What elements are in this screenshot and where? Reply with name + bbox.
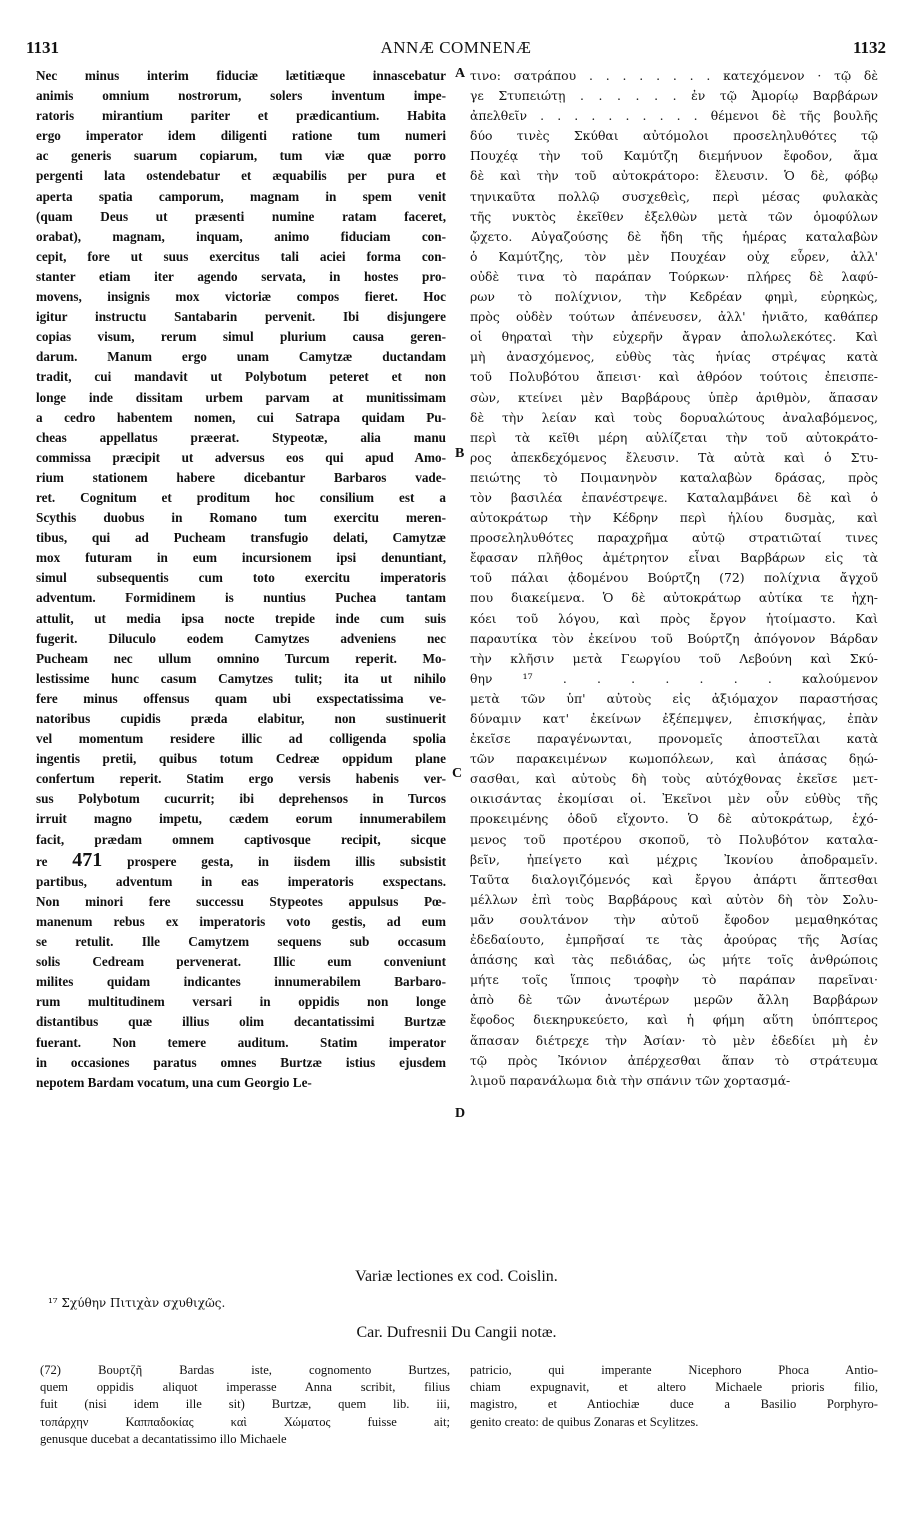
page-marker-471: 471 [72, 849, 103, 871]
latin-text-line: rum multitudinem versari in oppidis non longe [36, 994, 446, 1010]
latin-text-line: ingentis pretii, quibus totum Cedreæ oppidum plane [36, 751, 446, 767]
greek-text-line: μήτε τοῖς ἵπποις τροφὴν τὸ παράπαν παρεῖναι· [470, 972, 878, 988]
greek-text-line: ἁπάσης καὶ τὰς πεδιάδας, ὡς μήτε τοῖς ἀνθρώποις [470, 952, 878, 968]
latin-text-line: stanter etiam iter agendo servata, in hostes pro- [36, 268, 446, 284]
latin-text-line: adventum. Formidinem is nuntius Puchea tantam [36, 590, 446, 606]
latin-text-line: se retulit. Ille Camytzem sequens sub occasum [36, 934, 446, 950]
section-marker-a: A [455, 66, 466, 81]
greek-text-line: ρων τὸ πολίχνιον, τὴν Κεδρέαν φημὶ, εὑρηκὼς, [470, 289, 878, 305]
latin-text-line: confertum reperit. Statim ergo versis habenis ver- [36, 771, 446, 787]
latin-text-line: rium stationem habere dicebantur Barbaros vade- [36, 469, 446, 485]
greek-text-line: ᾤχετο. Αὐγαζούσης δὲ ἤδη τῆς ἡμέρας καταλαβὼν [470, 228, 878, 244]
greek-text-line: προσεληλυθότες παραχρῆμα αὐτῷ στρατιῶταί τινες [470, 530, 878, 546]
section-marker-c: C [452, 766, 463, 781]
latin-text-line: fere minus offensus quam ubi exspectatissima ve- [36, 690, 446, 706]
latin-column [36, 66, 446, 1093]
latin-text-line: irruit magno impetu, cædem eorum innumerabilem [36, 811, 446, 827]
greek-text-line: μετὰ τῶν ὑπ' αὐτοὺς εἰς ἀξιόμαχον παραστήσας [470, 690, 878, 706]
greek-text-line: τῆς νυκτὸς ἐκεῖθεν ἐξελθὼν μετὰ τῶν ὁμοφύλων [470, 208, 878, 224]
greek-text-line: μενος τοῦ προτέρου σκοποῦ, τὸ Πολυβότον καταλα- [470, 831, 878, 847]
greek-text-line: μέλλων ἐπὶ τοὺς Βαρβάρους καὶ αὐτὸν δὴ τὸν Σολυ- [470, 891, 878, 907]
latin-text-line: fuerant. Non temere auditum. Statim imperator [36, 1034, 446, 1050]
latin-text-line: mox futuram in eum incursionem ipsi denuntiant, [36, 550, 446, 566]
greek-text-line: οὐδὲ τινα τὸ παράπαν Τούρκων· πλήρες δὲ λαφύ- [470, 268, 878, 284]
latin-text-line: re 471 prospere gesta, in iisdem illis subsistit [36, 849, 446, 871]
greek-text-line: γε Στυπειώτῃ . . . . . . ἐν τῷ Ἀμορίῳ Βαρβάρων [470, 88, 878, 104]
greek-text-line: οἱ θηραταὶ τὴν εὐχερῆν ἄγραν ἀπολωλεκότες. Καὶ [470, 329, 878, 345]
variae-lectiones-title: Variæ lectiones ex cod. Coislin. [355, 1268, 558, 1285]
latin-text-line: movens, insignis mox victoriæ compos fieret. Hoc [36, 289, 446, 305]
greek-text-line: τὴν κλῆσιν μετὰ Γεωργίου τοῦ Λεβούνη καὶ Σκύ- [470, 650, 878, 666]
greek-text-line: πρὸς οὐδὲν τούτων ἀπένευσεν, ἀλλ' ἠνιᾶτο, καθάπερ [470, 309, 878, 325]
greek-text-line: πειώτης τὸ Ποιμανηνὸν καταλαβὼν δράσας, πρὸς [470, 469, 878, 485]
latin-text-line: aperta spatia camporum, magnam in spem venit [36, 188, 446, 204]
greek-text-line: οικισάντας ἐκομίσαι οἱ. Ἐκεῖνοι μὲν οὖν εὐθὺς τῆς [470, 791, 878, 807]
latin-text-line: manenum rebus ex imperatoris voto gestis, ad eum [36, 913, 446, 929]
note-text-line: magistro, et Antiochiæ duce a Basilio Porphyro- [470, 1397, 878, 1412]
greek-text-line: αὐτοκράτωρ τὴν Κέδρην περὶ ἡλίου δυσμὰς, καὶ [470, 510, 878, 526]
latin-text-line: (quam Deus ut præsenti numine ratam faceret, [36, 208, 446, 224]
variant-note: ¹⁷ Σχύθην Πιτιχὰν σχυθιχῶς. [48, 1296, 226, 1310]
greek-text-line: παραυτίκα τὸν ἐκείνου τοῦ Βούρτζη ἀπόγονον Βάρδαν [470, 630, 878, 646]
greek-text-line: δύο τινὲς Σκύθαι αὐτόμολοι προσεληλυθότες τῷ [470, 128, 878, 144]
greek-text-line: ρος ἀπεκδεχόμενος ἔλευσιν. Τὰ αὐτὰ καὶ ὁ Στυ- [470, 449, 878, 465]
notes-left-column [40, 1362, 450, 1448]
section-marker-d: D [455, 1106, 466, 1121]
greek-text-line: θην ¹⁷ . . . . . . . καλούμενον [470, 670, 878, 686]
latin-text-line: natoribus cupidis præda elabitur, non sustinuerit [36, 711, 446, 726]
greek-text-line: τινο: σατράπου . . . . . . . . κατεχόμενον · τῷ δὲ [470, 68, 878, 83]
note-text-line: fuit (nisi idem ille sit) Burtzæ, quem lib. iii, [40, 1397, 450, 1412]
latin-text-line: ratoris mirantium pariter et prædicantium. Habita [36, 108, 446, 124]
latin-text-line: sus Polybotum cucurrit; ibi deprehensos in Turcos [36, 791, 446, 807]
latin-text-line: animis omnium nostrorum, solers inventum impe- [36, 88, 446, 104]
greek-text-line: Πουχέᾳ τὴν τοῦ Καμύτζη διεμήνυον ἔφοδον, ἅμα [470, 148, 878, 164]
latin-text-line: tradit, cui mandavit ut Polybotum peteret et non [36, 369, 446, 385]
latin-text-line: Nec minus interim fiduciæ lætitiæque innascebatur [36, 68, 446, 83]
greek-text-line: βεῖν, ἠπείγετο καὶ μέχρις Ἰκονίου ἀποδραμεῖν. [470, 851, 878, 867]
latin-text-line: igitur instructu Santabarin pervenit. Ibi disjungere [36, 309, 446, 325]
greek-column [470, 66, 878, 1091]
note-text-line: τοπάρχην Καππαδοκίας καὶ Χώματος fuisse ait; [40, 1414, 450, 1429]
greek-text-line: ὁ Καμύτζης, τὸν μὲν Πουχέαν οὐχ εὗρεν, ἀλλ' [470, 248, 878, 264]
latin-text-line: ac generis suarum copiarum, tum viæ quæ porro [36, 148, 446, 164]
greek-text-line: κόει τοῦ λόγου, καὶ πρὸς ἔργον ἡτοίμαστο. Καὶ [470, 610, 878, 626]
notes-right-column [470, 1362, 878, 1431]
note-text-line: patricio, qui imperante Nicephoro Phoca Antio- [470, 1363, 878, 1377]
latin-text-line: Scythis duobus in Romano tum exercitu meren- [36, 510, 446, 526]
latin-text-line: cepit, fore ut suus exercitus tali aciei forma con- [36, 248, 446, 264]
greek-text-line: ἔφασαν πλῆθος ἀμέτρητον εἶναι Βαρβάρων εἰς τὰ [470, 550, 878, 566]
latin-text-line: Non minori fere successu Stypeotes appulsus Pœ- [36, 893, 446, 909]
notae-title: Car. Dufresnii Du Cangii notæ. [356, 1324, 557, 1341]
greek-text-line: ἀπελθεῖν . . . . . . . . . . θέμενοι δὲ τῆς βουλῆς [470, 108, 878, 124]
latin-text-line: ret. Cognitum et proditum hoc consilium est a [36, 489, 446, 505]
latin-text-line: simul subsequentis cum toto exercitu imperatoris [36, 570, 446, 586]
greek-text-line: ἔφοδος διεκηρυκεύετο, καὶ ἡ φήμη αὕτη ὑπόπτερος [470, 1012, 878, 1028]
latin-text-line: lestissime hunc casum Camytzes tulit; ita ut nihilo [36, 670, 446, 686]
greek-text-line: δὲ καὶ τὴν τοῦ αὐτοκράτορο: ἔλευσιν. Ὁ δὲ, φόβῳ [470, 168, 878, 184]
latin-text-line: attulit, ut media ipsa nocte trepide inde cum suis [36, 610, 446, 626]
running-header [22, 36, 890, 66]
note-text-line: quem oppidis aliquot imperasse Anna scribit, filius [40, 1380, 450, 1395]
greek-text-line: δὲ τὴν λείαν καὶ τοὺς δορυαλώτους ἀναλαβόμενος, [470, 409, 878, 425]
latin-text-line: distantibus quæ illius olim decantatissimi Burtzæ [36, 1014, 446, 1030]
greek-text-line: περὶ τὰ κεῖθι μέρη αὐλίζεται τὴν τοῦ αὐτοκράτο- [470, 429, 878, 445]
greek-text-line: δύναμιν κατ' ἐκείνων ἐξέπεμψεν, ἐπισκήψας, ἐπὰν [470, 711, 878, 726]
latin-text-line: solis Cedream pervenerat. Illic eum conveniunt [36, 954, 446, 970]
greek-text-line: ἀπὸ δὲ τῶν ἀνωτέρων μερῶν ἄλλη Βαρβάρων [470, 992, 878, 1008]
latin-text-line: fugerit. Diluculo eodem Camytzes adveniens nec [36, 630, 446, 646]
greek-text-line: μὴ ἀνασχόμενος, εὐθὺς τὰς ἡνίας στρέψας κατὰ [470, 349, 878, 365]
note-text-line: (72) Βουρτζῆ Bardas iste, cognomento Burtzes, [40, 1363, 450, 1377]
latin-text-line: cheas appellatus præerat. Stypeotæ, alia manu [36, 429, 446, 445]
page-number-left: 1131 [26, 38, 60, 57]
latin-text-line: milites quidam indicantes innumerabilem Barbaro- [36, 974, 446, 990]
latin-text-line: nepotem Bardam vocatum, una cum Georgio Le- [36, 1074, 312, 1090]
greek-text-line: λιμοῦ παρανάλωμα διὰ τὴν σπάνιν τῶν χορτασμά- [470, 1072, 791, 1088]
latin-text-line: ergo imperator idem diligenti ratione tum numeri [36, 128, 446, 144]
latin-text-line: commissa præcipit ut adversus eos qui apud Amo- [36, 449, 446, 465]
greek-text-line: που διακείμενα. Ὁ δὲ αὐτοκράτωρ αὐτίκα τε ἠχη- [470, 590, 878, 606]
greek-text-line: προκειμένης ὁδοῦ εἴχοντο. Ὁ δὲ αὐτοκράτωρ, ἐχό- [470, 811, 878, 827]
greek-text-line: τοῦ πάλαι ᾀδομένου Βούρτζη (72) πολίχνια ἄγχοῦ [470, 570, 878, 586]
greek-text-line: Ταῦτα διαλογιζόμενός καὶ ἔργου ἀπάρτι ἅπτεσθαι [470, 871, 878, 887]
greek-text-line: ἐκεῖσε παραγένωνται, προνομεῖς ἀποστεῖλαι κατὰ [470, 731, 878, 747]
latin-text-line: in occasiones paratus omnes Burtzæ istius ejusdem [36, 1054, 446, 1070]
latin-text-line: orabat), magnam, inquam, animo fiduciam con- [36, 228, 446, 244]
latin-text-line: vel momentum residere illic ad colligenda spolia [36, 731, 446, 747]
note-text-line: genito creato: de quibus Zonaras et Scylitzes. [470, 1414, 699, 1429]
note-text-line: chiam expugnavit, et altero Michaele prioris filio, [470, 1380, 878, 1395]
latin-text-line: facit, prædam omnem captivosque recipit, sicque [36, 831, 446, 847]
latin-text-line: tibus, qui ad Pucheam transfugio delati, Camytzæ [36, 530, 446, 546]
greek-text-line: τῷ πρὸς Ἰκόνιον ἀπέρχεσθαι ἅπαν τὸ στράτευμα [470, 1052, 878, 1068]
greek-text-line: μᾶν σουλτάνον τὴν αὐτοῦ ἔφοδον μεμαθηκότας [470, 911, 878, 927]
latin-text-line: pergenti lata ostendebatur et æquabilis per pura et [36, 168, 446, 184]
note-text-line: genusque ducebat a decantatissimo illo Michaele [40, 1431, 287, 1446]
greek-text-line: σασθαι, καὶ αὐτοὺς δὴ τοὺς αὐτόχθονας ἐκεῖσε μετ- [470, 771, 878, 787]
greek-text-line: σὼν, κτείνει μὲν Βαρβάρους ὑπὲρ ἀριθμὸν, ἅπασαν [470, 389, 878, 405]
latin-text-line: Pucheam nec ullum omnino Turcum reperit. Mo- [36, 650, 446, 666]
latin-text-line: partibus, adventum in eas imperatoris exspectans. [36, 873, 446, 889]
running-title: ANNÆ COMNENÆ [380, 38, 532, 57]
greek-text-line: τοῦ Πολυβότου ἄπεισι· καὶ ἀθρόον τούτοις ἐπεισπε- [470, 369, 878, 385]
greek-text-line: τὸν βασιλέα ἐπανέστρεψε. Καταλαμβάνει δὲ καὶ ὁ [470, 489, 878, 505]
page-number-right: 1132 [852, 38, 886, 57]
latin-text-line: longe inde dissitam urbem parvam at munitissimam [36, 389, 446, 405]
greek-text-line: τηνικαῦτα πολλῷ συσχεθεὶς, περὶ μέσας φυλακὰς [470, 188, 878, 204]
section-marker-b: B [455, 446, 465, 461]
latin-text-line: copias visum, rerum simul plurium causa geren- [36, 329, 446, 345]
greek-text-line: ἐδεδαίουτο, ἐμπρῆσαί τε τὰς ἀρούρας τῆς Ἀσίας [470, 932, 878, 948]
latin-text-line: a cedro habentem nomen, cui Satrapa quidam Pu- [36, 409, 446, 425]
greek-text-line: ἅπασαν διέτρεχε τὴν Ἀσίαν· τὸ μὲν ἐδεδίει μὴ ἐν [470, 1032, 878, 1048]
greek-text-line: τῶν παρακειμένων κωμοπόλεων, καὶ ἁπάσας δῃώ- [470, 751, 878, 767]
latin-text-line: darum. Manum ergo unam Camytzæ ductandam [36, 349, 446, 365]
